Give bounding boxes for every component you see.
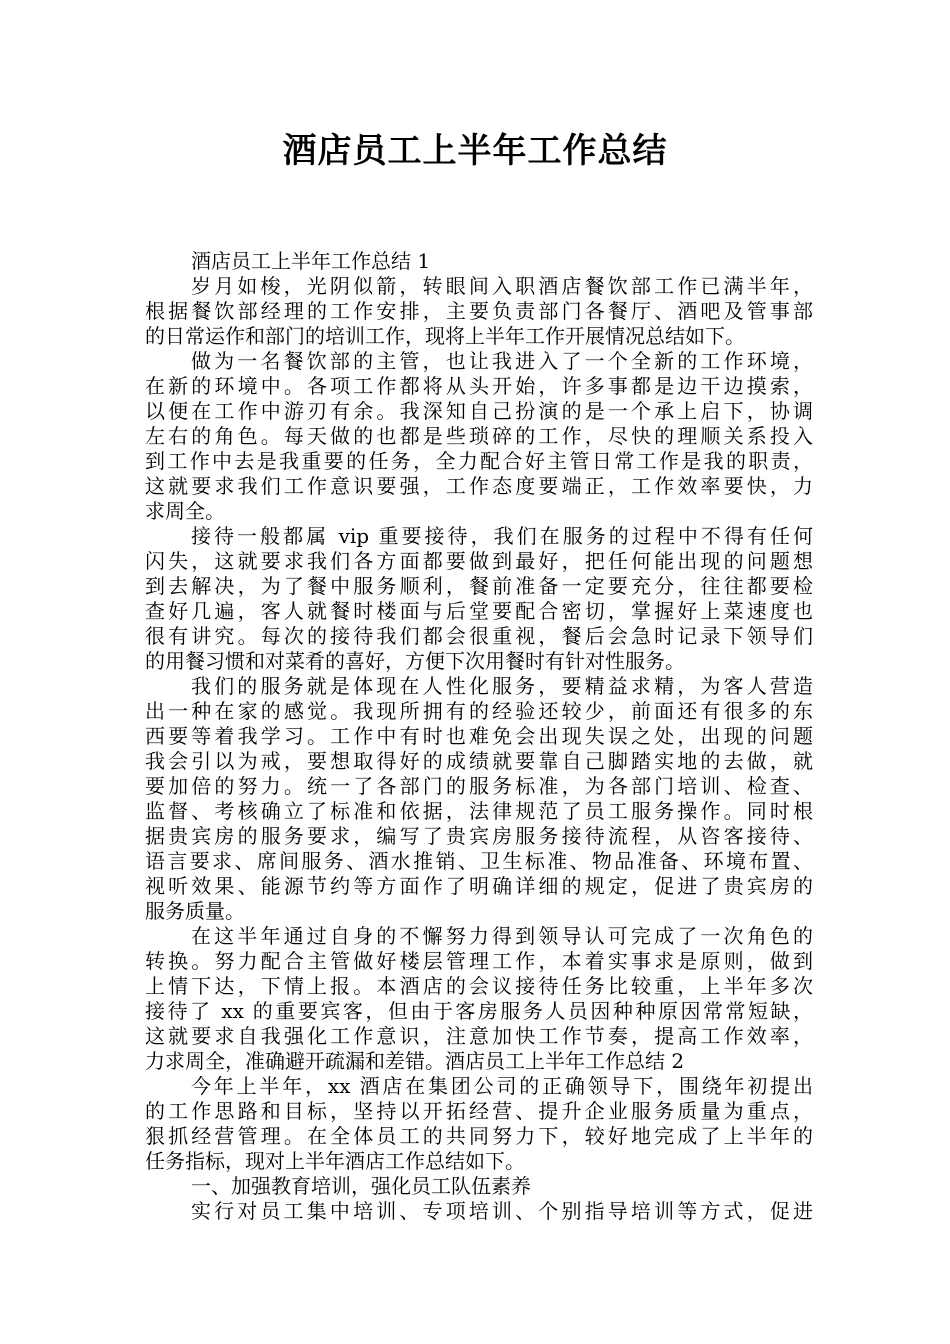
text-line: 查好几遍，客人就餐时楼面与后堂要配合密切，掌握好上菜速度也 <box>145 599 813 623</box>
text-line: 这就要求自我强化工作意识，注意加快工作节奏，提高工作效率， <box>145 1024 813 1048</box>
text-line: 左右的角色。每天做的也都是些琐碎的工作，尽快的理顺关系投入 <box>145 424 813 448</box>
text-line: 的日常运作和部门的培训工作，现将上半年工作开展情况总结如下。 <box>145 324 745 348</box>
text-line: 西要等着我学习。工作中有时也难免会出现失误之处，出现的问题 <box>145 724 813 748</box>
text-line: 上情下达，下情上报。本酒店的会议接待任务比较重，上半年多次 <box>145 974 813 998</box>
text-line: 任务指标，现对上半年酒店工作总结如下。 <box>145 1149 525 1173</box>
text-line: 我会引以为戒，要想取得好的成绩就要靠自己脚踏实地的去做，就 <box>145 749 813 773</box>
text-line: 一、加强教育培训，强化员工队伍素养 <box>191 1174 531 1198</box>
text-line: 转换。努力配合主管做好楼层管理工作，本着实事求是原则，做到 <box>145 949 813 973</box>
document-title: 酒店员工上半年工作总结 <box>282 131 668 171</box>
text-line: 狠抓经营管理。在全体员工的共同努力下，较好地完成了上半年的 <box>145 1124 813 1148</box>
text-line: 的用餐习惯和对菜肴的喜好，方便下次用餐时有针对性服务。 <box>145 649 685 673</box>
text-line: 的工作思路和目标，坚持以开拓经营、提升企业服务质量为重点， <box>145 1099 813 1123</box>
text-line: 在新的环境中。各项工作都将从头开始，许多事都是边干边摸索， <box>145 374 813 398</box>
text-line: 实行对员工集中培训、专项培训、个别指导培训等方式，促进 <box>191 1199 813 1223</box>
text-line: 以便在工作中游刃有余。我深知自己扮演的是一个承上启下，协调 <box>145 399 813 423</box>
text-line: 根据餐饮部经理的工作安排，主要负责部门各餐厅、酒吧及管事部 <box>145 299 813 323</box>
text-line: 做为一名餐饮部的主管，也让我进入了一个全新的工作环境， <box>191 349 813 373</box>
text-line: 闪失，这就要求我们各方面都要做到最好，把任何能出现的问题想 <box>145 549 813 573</box>
text-line: 这就要求我们工作意识要强，工作态度要端正，工作效率要快，力 <box>145 474 813 498</box>
text-line: 出一种在家的感觉。我现所拥有的经验还较少，前面还有很多的东 <box>145 699 813 723</box>
text-line: 要加倍的努力。统一了各部门的服务标准，为各部门培训、检查、 <box>145 774 813 798</box>
text-line: 语言要求、席间服务、酒水推销、卫生标准、物品准备、环境布置、 <box>145 849 813 873</box>
text-line: 据贵宾房的服务要求，编写了贵宾房服务接待流程，从咨客接待、 <box>145 824 813 848</box>
text-line: 酒店员工上半年工作总结 1 <box>191 249 431 273</box>
text-line: 接待一般都属 vip 重要接待，我们在服务的过程中不得有任何 <box>191 524 813 548</box>
text-line: 我们的服务就是体现在人性化服务，要精益求精，为客人营造 <box>191 674 813 698</box>
text-line: 求周全。 <box>145 499 225 523</box>
text-line: 视听效果、能源节约等方面作了明确详细的规定，促进了贵宾房的 <box>145 874 813 898</box>
text-line: 岁月如梭，光阴似箭，转眼间入职酒店餐饮部工作已满半年， <box>191 274 813 298</box>
text-line: 监督、考核确立了标准和依据，法律规范了员工服务操作。同时根 <box>145 799 813 823</box>
text-line: 力求周全，准确避开疏漏和差错。酒店员工上半年工作总结 2 <box>145 1049 685 1073</box>
text-line: 到工作中去是我重要的任务，全力配合好主管日常工作是我的职责， <box>145 449 813 473</box>
text-line: 服务质量。 <box>145 899 245 923</box>
document-body <box>145 249 813 1224</box>
text-line: 很有讲究。每次的接待我们都会很重视，餐后会急时记录下领导们 <box>145 624 813 648</box>
text-line: 今年上半年，xx 酒店在集团公司的正确领导下，围绕年初提出 <box>191 1074 813 1098</box>
text-line: 在这半年通过自身的不懈努力得到领导认可完成了一次角色的 <box>191 924 813 948</box>
text-line: 到去解决，为了餐中服务顺利，餐前准备一定要充分，往往都要检 <box>145 574 813 598</box>
text-line: 接待了 xx 的重要宾客，但由于客房服务人员因种种原因常常短缺， <box>145 999 813 1023</box>
